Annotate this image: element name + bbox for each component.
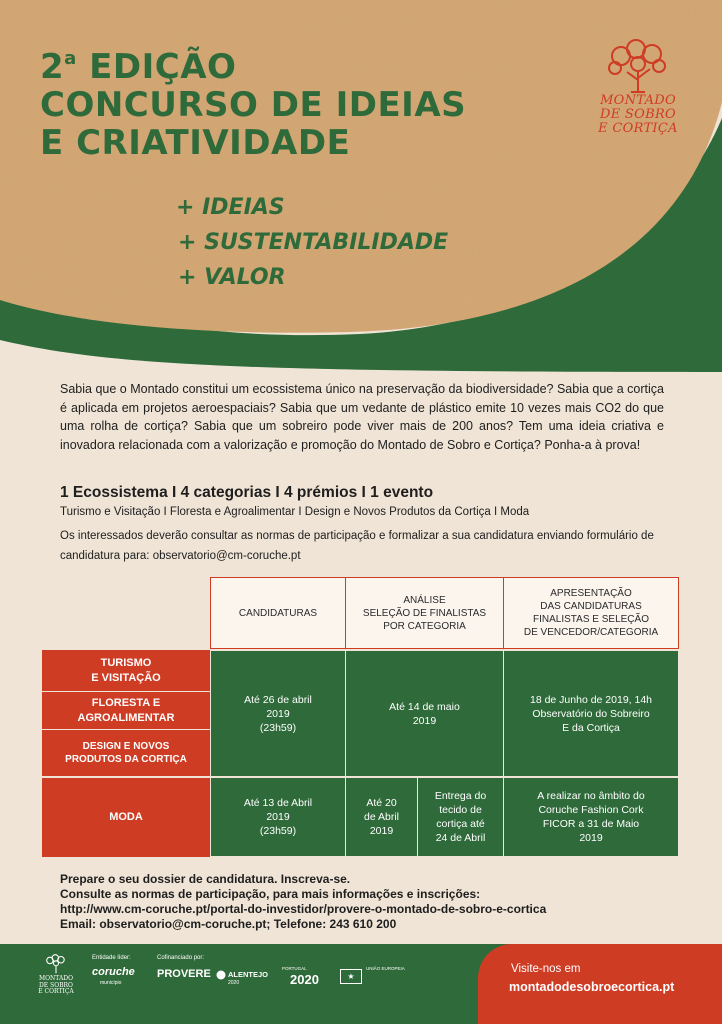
portugal-label: PORTUGAL (282, 966, 307, 971)
slogan-ideias: + IDEIAS (176, 195, 285, 220)
slogan-sustentabilidade: + SUSTENTABILIDADE (178, 230, 449, 255)
consult-instructions: Os interessados deverão consultar as normas de participação e formalizar a sua candidatura enviando formulário de candidatura para: observatorio@cm-coruche.pt (60, 530, 654, 562)
ecosystem-summary: 1 Ecossistema I 4 categorias I 4 prémios I 1 evento (60, 484, 434, 501)
category-design: DESIGN E NOVOS PRODUTOS DA CORTIÇA (42, 730, 210, 776)
provere-logo: PROVERE (157, 968, 211, 980)
categories-line: Turismo e Visitação I Floresta e Agroalimentar I Design e Novos Produtos da Cortiça I Moda (60, 506, 530, 518)
header-analise: ANÁLISE SELEÇÃO DE FINALISTAS POR CATEGORIA (345, 577, 504, 649)
montado-logo (590, 38, 686, 136)
alentejo-logo: ALENTEJO (228, 970, 269, 979)
coruche-logo: coruche (92, 966, 135, 978)
alentejo-year: 2020 (228, 980, 240, 986)
category-turismo: TURISMO E VISITAÇÃO (42, 650, 210, 692)
alentejo-icon (216, 970, 226, 980)
category-floresta: FLORESTA E AGROALIMENTAR (42, 692, 210, 730)
website-link[interactable]: montadodesobroecortica.pt (509, 980, 675, 994)
closing-line-2: Consulte as normas de participação, para mais informações e inscrições: (60, 887, 481, 901)
title-line-2: CONCURSO DE IDEIAS (40, 85, 467, 125)
visit-label: Visite-nos em (511, 963, 581, 975)
moda-fabric-delivery: Entrega do tecido de cortiça até 24 de Abril (417, 777, 504, 857)
category-moda: MODA (42, 778, 210, 857)
closing-info (60, 872, 546, 932)
slogan-valor: + VALOR (178, 265, 286, 290)
header-candidaturas: CANDIDATURAS (210, 577, 346, 649)
moda-apresentacao: A realizar no âmbito do Coruche Fashion Cork FICOR a 31 de Maio 2019 (503, 777, 679, 857)
hero-banner (0, 0, 722, 372)
moda-candidaturas-deadline: Até 13 de Abril 2019 (23h59) (210, 777, 346, 857)
closing-line-1: Prepare o seu dossier de candidatura. Inscreva-se. (60, 872, 351, 886)
website-cta[interactable] (478, 944, 722, 1024)
logo-line-3: E CORTIÇA (598, 121, 678, 136)
cork-oak-tree-icon (605, 38, 671, 94)
coruche-subtitle: município (100, 980, 122, 986)
participation-url[interactable]: http://www.cm-coruche.pt/portal-do-investidor/provere-o-montado-de-sobro-e-cortica (60, 902, 547, 916)
footer-logo-text: MONTADO DE SOBRO E CORTIÇA (38, 975, 74, 995)
slogans (176, 190, 448, 295)
portugal-2020-logo: 2020 (290, 972, 319, 987)
intro-paragraph: Sabia que o Montado constitui um ecossistema único na preservação da biodiversidade? Sabia que a cortiça é aplicada em projetos aeroespaciais? Sabia que um vedante de plástico emite 10 vezes mais CO2 do que uma rolha de cortiça? Sabia que um sobreiro pode viver mais de 200 anos? Tem uma ideia criativa e inovadora relacionada com a valorização e promoção do Montado de Sobro e Cortiça? Ponha-a à prova! (60, 382, 664, 452)
title-line-1: 2$^a$ EDIÇÃO (40, 47, 237, 87)
apresentacao-date: 18 de Junho de 2019, 14h Observatório do Sobreiro E da Cortiça (503, 650, 679, 777)
candidaturas-deadline: Até 26 de abril 2019 (23h59) (210, 650, 346, 777)
eu-label: UNIÃO EUROPEIA (366, 966, 405, 971)
header-apresentacao: APRESENTAÇÃO DAS CANDIDATURAS FINALISTAS E SELEÇÃO DE VENCEDOR/CATEGORIA (503, 577, 679, 649)
footer-tree-icon (44, 954, 68, 974)
eu-flag-icon: ★ (340, 969, 362, 984)
main-title (40, 40, 466, 162)
lead-entity-label: Entidade líder: (92, 955, 131, 961)
contact-line[interactable]: Email: observatorio@cm-coruche.pt; Telefone: 243 610 200 (60, 917, 397, 931)
logo-line-1: MONTADO (600, 93, 676, 108)
moda-analise-deadline: Até 20 de Abril 2019 (345, 777, 418, 857)
cofinanced-label: Cofinanciado por: (157, 955, 205, 961)
logo-line-2: DE SOBRO (599, 107, 676, 122)
analise-deadline: Até 14 de maio 2019 (345, 650, 504, 777)
title-line-3: E CRIATIVIDADE (40, 123, 351, 163)
